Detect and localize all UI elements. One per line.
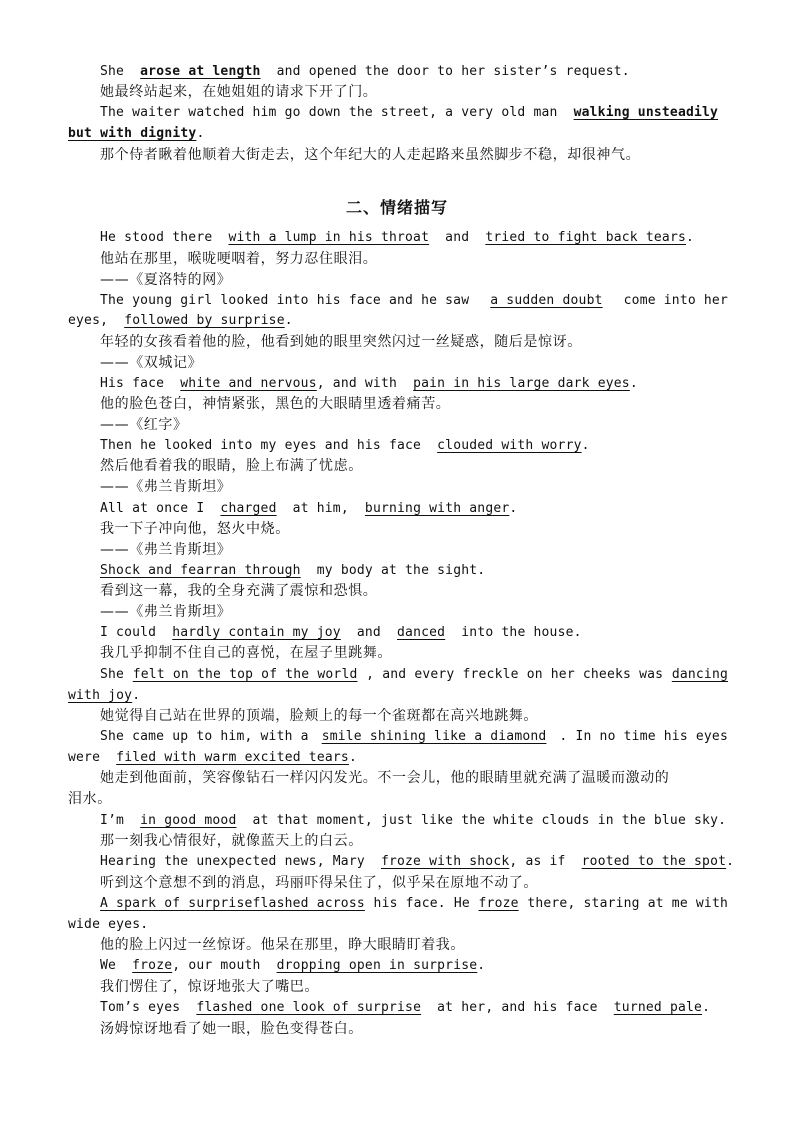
text: .: [132, 688, 141, 703]
text: my body at the sight.: [316, 563, 486, 578]
highlight-phrase: danced: [397, 625, 446, 640]
highlight-phrase: in good mood: [140, 813, 237, 828]
translation: 那一刻我心情很好，就像蓝天上的白云。: [100, 833, 363, 849]
example-sentence-cont: [68, 124, 728, 144]
highlight-phrase: felt on the top of the world: [132, 667, 358, 682]
highlight-phrase: with a lump in his throat: [228, 230, 430, 245]
text: .: [348, 750, 357, 765]
example-sentence: [100, 811, 728, 831]
text: , our mouth: [172, 958, 261, 973]
example-sentence-cont: [68, 748, 728, 768]
highlight-phrase: tried to fight back tears: [485, 230, 686, 245]
text: I’m: [100, 813, 125, 828]
text: She came up to him, with a: [100, 729, 309, 744]
text: , and every freckle on her cheeks was: [366, 667, 664, 682]
text: eyes,: [68, 313, 109, 328]
text: and: [356, 625, 381, 640]
translation: 那个侍者瞅着他顺着大街走去，这个年纪大的人走起路来虽然脚步不稳，却很神气。: [100, 147, 641, 163]
translation: 他的脸色苍白，神情紧张，黑色的大眼睛里透着痛苦。: [100, 396, 451, 412]
text: . In no time his eyes: [559, 729, 728, 744]
text: at that moment, just like the white clouds in the blue sky.: [252, 813, 727, 828]
highlight-phrase: with joy: [68, 688, 133, 703]
highlight-phrase: but with dignity: [68, 126, 197, 141]
text: The young girl looked into his face and he saw: [100, 293, 470, 308]
text: at him,: [292, 501, 349, 516]
highlight-phrase: pain in his large dark eyes: [413, 376, 630, 391]
text: .: [629, 376, 638, 391]
text: We: [100, 958, 117, 973]
text: , and with: [316, 376, 398, 391]
highlight-phrase: turned pale: [613, 1000, 703, 1015]
highlight-phrase: white and nervous: [180, 376, 317, 391]
translation: 他的脸上闪过一丝惊讶。他呆在那里，睁大眼睛盯着我。: [100, 937, 465, 953]
example-sentence: [100, 436, 728, 456]
highlight-phrase: froze with shock: [380, 854, 510, 869]
example-sentence: [100, 894, 728, 914]
text: there, staring at me with: [527, 896, 728, 911]
translation: 她觉得自己站在世界的顶端，脸颊上的每一个雀斑都在高兴地跳舞。: [100, 708, 538, 724]
highlight-phrase: charged: [220, 501, 277, 516]
text: He stood there: [100, 230, 213, 245]
text: .: [581, 438, 590, 453]
highlight-phrase: walking unsteadily: [573, 105, 719, 120]
text: All at once I: [100, 501, 205, 516]
example-sentence: [100, 623, 728, 643]
text: The waiter watched him go down the street, a very old man: [100, 105, 558, 120]
translation: 年轻的女孩看着他的脸，他看到她的眼里突然闪过一丝疑惑，随后是惊讶。: [100, 334, 582, 350]
source-citation: ——《弗兰肯斯坦》: [100, 479, 232, 495]
translation: 她最终站起来，在她姐姐的请求下开了门。: [100, 84, 378, 100]
example-sentence: [100, 665, 728, 685]
highlight-phrase: dropping open in surprise: [276, 958, 478, 973]
text: I could: [100, 625, 157, 640]
translation: 我几乎抑制不住自己的喜悦，在屋子里跳舞。: [100, 645, 392, 661]
translation: 他站在那里，喉咙哽咽着，努力忍住眼泪。: [100, 251, 378, 267]
example-sentence: [100, 103, 728, 123]
example-sentence: [100, 62, 728, 82]
highlight-phrase: froze: [132, 958, 173, 973]
highlight-phrase: flashed one look of surprise: [196, 1000, 422, 1015]
text: .: [509, 501, 518, 516]
example-sentence: [100, 374, 728, 394]
text: Tom’s eyes: [100, 1000, 181, 1015]
section-title: 二、情绪描写: [345, 198, 448, 217]
highlight-phrase: dancing: [671, 667, 728, 682]
highlight-phrase: hardly contain my joy: [172, 625, 341, 640]
source-citation: ——《弗兰肯斯坦》: [100, 542, 232, 558]
text: .: [477, 958, 486, 973]
text: She: [100, 64, 125, 79]
highlight-phrase: arose at length: [140, 64, 261, 79]
highlight-phrase: clouded with worry: [437, 438, 582, 453]
example-sentence: [100, 852, 735, 872]
text: come into her: [623, 293, 728, 308]
example-sentence: [100, 228, 728, 248]
text: .: [726, 854, 735, 869]
example-sentence: [100, 727, 728, 747]
text: and: [445, 230, 470, 245]
text: .: [196, 126, 205, 141]
example-sentence: [100, 998, 728, 1018]
example-sentence: [100, 499, 728, 519]
translation: 汤姆惊讶地看了她一眼，脸色变得苍白。: [100, 1021, 363, 1037]
highlight-phrase: a sudden doubt: [490, 293, 603, 308]
translation: 看到这一幕，我的全身充满了震惊和恐惧。: [100, 583, 378, 599]
source-citation: ——《双城记》: [100, 355, 203, 371]
translation-cont: 泪水。: [68, 791, 112, 807]
example-sentence: [100, 291, 728, 311]
translation: 听到这个意想不到的消息，玛丽吓得呆住了，似乎呆在原地不动了。: [100, 875, 538, 891]
text: Hearing the unexpected news, Mary: [100, 854, 365, 869]
translation: 我一下子冲向他，怒火中烧。: [100, 521, 290, 537]
highlight-phrase: froze: [478, 896, 519, 911]
text: .: [284, 313, 293, 328]
highlight-phrase: smile shining like a diamond: [321, 729, 547, 744]
text: were: [68, 750, 101, 765]
text: Then he looked into my eyes and his face: [100, 438, 422, 453]
text: at her, and his face: [437, 1000, 598, 1015]
text: His face: [100, 376, 165, 391]
highlight-phrase: filed with warm excited tears: [116, 750, 349, 765]
text: his face. He: [373, 896, 470, 911]
highlight-phrase: Shock and fearran through: [100, 563, 301, 578]
source-citation: ——《弗兰肯斯坦》: [100, 604, 232, 620]
highlight-phrase: followed by surprise: [124, 313, 285, 328]
text: , as if: [509, 854, 566, 869]
text: into the house.: [461, 625, 582, 640]
text: and opened the door to her sister’s request.: [276, 64, 630, 79]
example-sentence: [100, 956, 728, 976]
translation: 她走到他面前，笑容像钻石一样闪闪发光。不一会儿，他的眼睛里就充满了温暖而激动的: [100, 770, 670, 786]
highlight-phrase: rooted to the spot: [581, 854, 727, 869]
example-sentence-cont: wide eyes.: [68, 917, 149, 932]
example-sentence-cont: [68, 686, 728, 706]
example-sentence: [100, 561, 728, 581]
highlight-phrase: burning with anger: [364, 501, 510, 516]
source-citation: ——《红字》: [100, 417, 188, 433]
translation: 我们愣住了，惊讶地张大了嘴巴。: [100, 979, 319, 995]
highlight-phrase: A spark of surpriseflashed across: [100, 896, 365, 911]
text: .: [686, 230, 695, 245]
text: She: [100, 667, 125, 682]
source-citation: ——《夏洛特的网》: [100, 272, 232, 288]
text: .: [702, 1000, 711, 1015]
translation: 然后他看着我的眼睛，脸上布满了忧虑。: [100, 458, 363, 474]
example-sentence-cont: [68, 311, 728, 331]
